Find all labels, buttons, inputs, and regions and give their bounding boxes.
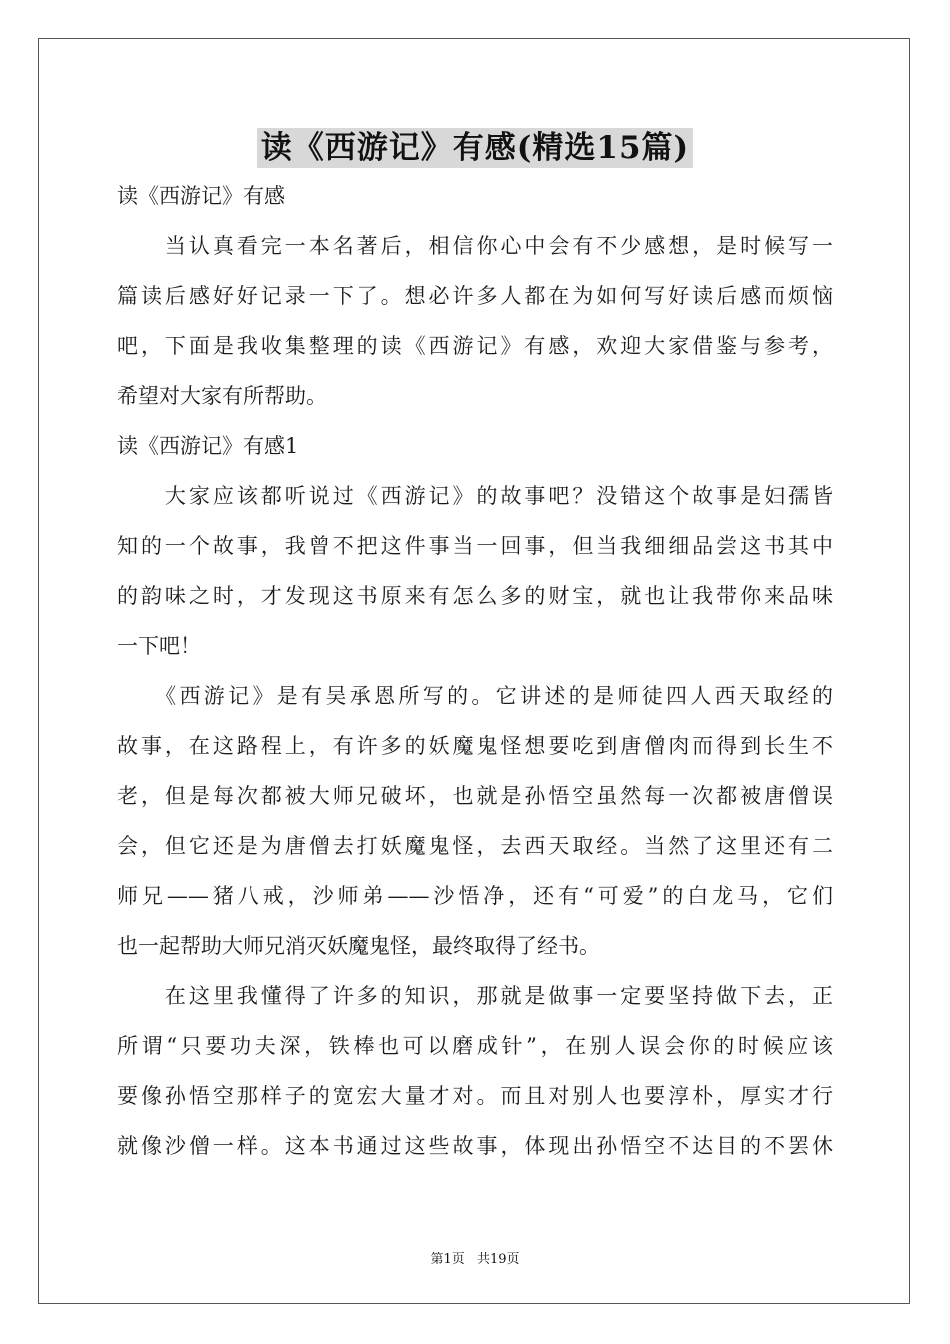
page-total: 共19页	[476, 1252, 520, 1267]
paragraph-line: 知的一个故事，我曾不把这件事当一回事，但当我细细品尝这书其中	[117, 534, 833, 558]
section-heading: 读《西游记》有感1	[117, 434, 299, 458]
title-wrap	[0, 128, 950, 168]
paragraph-line: 师兄——猪八戒，沙师弟——沙悟净，还有“可爱”的白龙马，它们	[117, 884, 833, 908]
paragraph-line: 大家应该都听说过《西游记》的故事吧？没错这个故事是妇孺皆	[117, 484, 833, 508]
paragraph-line: 《西游记》是有吴承恩所写的。它讲述的是师徒四人西天取经的	[117, 684, 833, 708]
paragraph-line: 所谓“只要功夫深，铁棒也可以磨成针”，在别人误会你的时候应该	[117, 1034, 833, 1058]
paragraph-line: 当认真看完一本名著后，相信你心中会有不少感想，是时候写一	[117, 234, 833, 258]
paragraph-line: 希望对大家有所帮助。	[117, 384, 327, 408]
paragraph-line: 也一起帮助大师兄消灭妖魔鬼怪，最终取得了经书。	[117, 934, 600, 958]
page-number: 第1页	[430, 1252, 465, 1267]
paragraph-line: 老，但是每次都被大师兄破坏，也就是孙悟空虽然每一次都被唐僧误	[117, 784, 833, 808]
paragraph-line: 在这里我懂得了许多的知识，那就是做事一定要坚持做下去，正	[117, 984, 833, 1008]
paragraph-line: 一下吧！	[117, 634, 201, 658]
document-title: 读《西游记》有感(精选15篇)	[257, 128, 693, 168]
page-footer	[0, 1248, 950, 1267]
page-border	[38, 38, 910, 1304]
section-heading: 读《西游记》有感	[117, 184, 285, 208]
paragraph-line: 的韵味之时，才发现这书原来有怎么多的财宝，就也让我带你来品味	[117, 584, 833, 608]
paragraph-line: 吧，下面是我收集整理的读《西游记》有感，欢迎大家借鉴与参考，	[117, 334, 833, 358]
paragraph-line: 就像沙僧一样。这本书通过这些故事，体现出孙悟空不达目的不罢休	[117, 1134, 833, 1158]
paragraph-line: 要像孙悟空那样子的宽宏大量才对。而且对别人也要淳朴，厚实才行	[117, 1084, 833, 1108]
paragraph-line: 会，但它还是为唐僧去打妖魔鬼怪，去西天取经。当然了这里还有二	[117, 834, 833, 858]
paragraph-line: 故事，在这路程上，有许多的妖魔鬼怪想要吃到唐僧肉而得到长生不	[117, 734, 833, 758]
paragraph-line: 篇读后感好好记录一下了。想必许多人都在为如何写好读后感而烦恼	[117, 284, 833, 308]
